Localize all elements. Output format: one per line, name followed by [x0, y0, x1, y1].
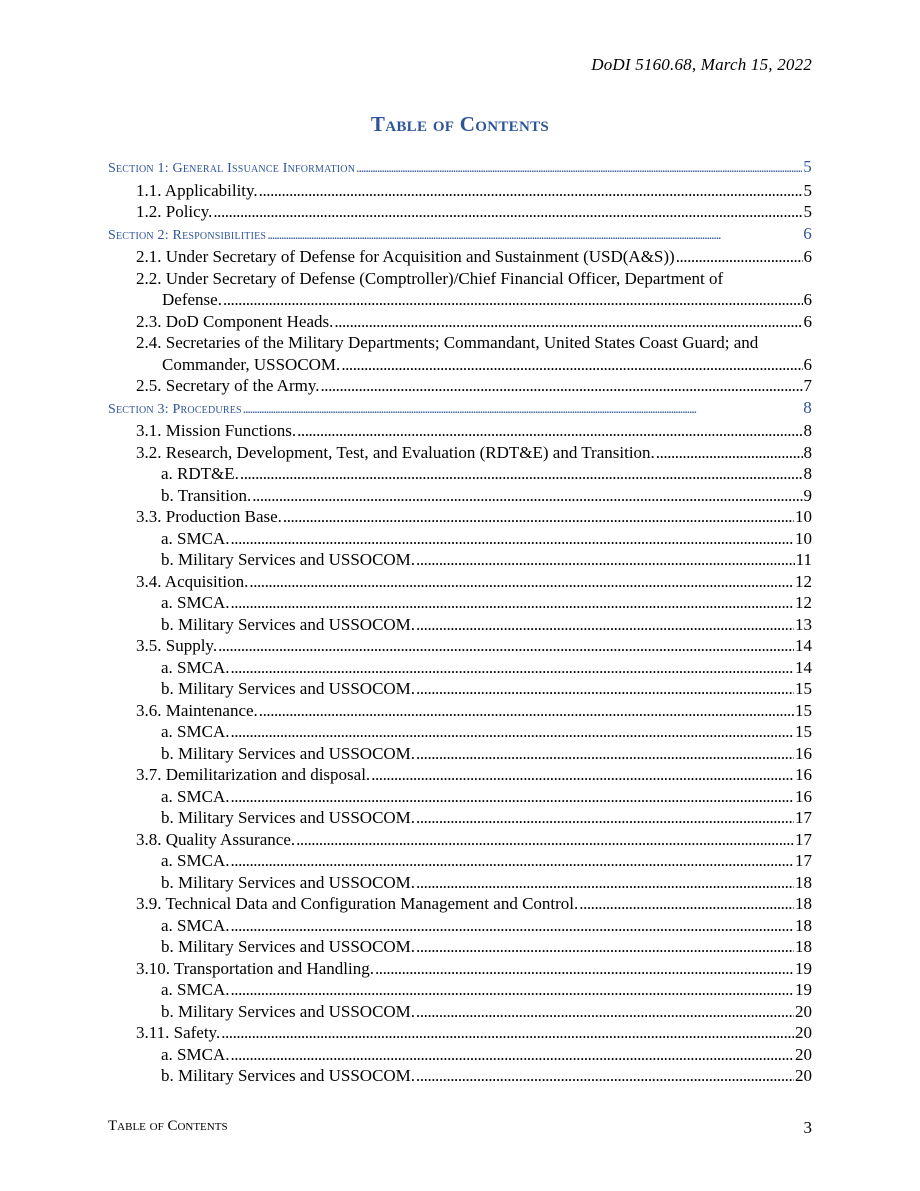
- dot-leader: [371, 764, 794, 786]
- page-title: Table of Contents: [370, 112, 550, 136]
- toc-entry-3-9-b[interactable]: [108, 936, 812, 958]
- toc-page: 18: [795, 894, 812, 913]
- toc-label: b. Military Services and USSOCOM.: [161, 614, 416, 634]
- dot-leader: [341, 354, 802, 376]
- toc-label: 2.5. Secretary of the Army.: [136, 376, 320, 395]
- toc-page: 19: [795, 980, 812, 999]
- toc-entry-3-8[interactable]: [108, 829, 812, 851]
- toc-label: b. Transition.: [161, 485, 252, 505]
- toc-page: 15: [795, 700, 812, 720]
- toc-entry-3-11[interactable]: [108, 1022, 812, 1044]
- toc-page: 14: [795, 636, 812, 655]
- toc-entry-3-11-a[interactable]: [108, 1044, 812, 1066]
- toc-entry-2-4[interactable]: [108, 332, 812, 375]
- toc-page: 16: [795, 765, 812, 784]
- toc-entry-2-1[interactable]: [108, 246, 812, 268]
- dot-leader: [356, 158, 802, 180]
- table-of-contents: [108, 156, 812, 1087]
- toc-label: 2.1. Under Secretary of Defense for Acquisition and Sustainment (USD(A&S)): [136, 247, 675, 266]
- toc-entry-3-10-a[interactable]: [108, 979, 812, 1001]
- toc-page: 16: [795, 786, 812, 806]
- toc-label: Section 1: General Issuance Information: [108, 161, 356, 176]
- toc-entry-3-4[interactable]: [108, 571, 812, 593]
- toc-page: 10: [795, 507, 812, 526]
- toc-label: 3.10. Transportation and Handling.: [136, 958, 374, 978]
- toc-entry-3-8-b[interactable]: [108, 872, 812, 894]
- toc-entry-3-5[interactable]: [108, 635, 812, 657]
- dot-leader: [416, 807, 794, 829]
- toc-page: 6: [803, 311, 812, 331]
- toc-page: 17: [795, 829, 812, 849]
- toc-label: 3.3. Production Base.: [136, 507, 282, 526]
- toc-section-3[interactable]: [108, 397, 812, 421]
- toc-page: 17: [795, 808, 812, 827]
- dot-leader: [416, 1001, 794, 1023]
- toc-entry-3-1[interactable]: [108, 420, 812, 442]
- toc-page: 20: [795, 1044, 812, 1064]
- toc-label: a. SMCA.: [161, 528, 230, 548]
- dot-leader: [230, 850, 794, 872]
- toc-section-1[interactable]: [108, 156, 812, 180]
- toc-label: a. SMCA.: [161, 786, 230, 806]
- toc-entry-3-6-a[interactable]: [108, 721, 812, 743]
- toc-entry-1-1[interactable]: [108, 180, 812, 202]
- toc-label: b. Military Services and USSOCOM.: [161, 550, 416, 569]
- toc-entry-3-2[interactable]: [108, 442, 812, 464]
- toc-page: 5: [803, 180, 812, 200]
- toc-page: 5: [803, 157, 812, 176]
- toc-entry-2-5[interactable]: [108, 375, 812, 397]
- toc-label: 1.1. Applicability.: [136, 180, 258, 200]
- toc-label-line1: 2.2. Under Secretary of Defense (Comptroller)/Chief Financial Officer, Department of: [136, 268, 724, 288]
- toc-label: 3.7. Demilitarization and disposal.: [136, 765, 371, 784]
- toc-label: 3.11. Safety.: [136, 1023, 221, 1042]
- toc-page: 8: [803, 421, 812, 440]
- toc-label: 3.9. Technical Data and Configuration Management and Control.: [136, 894, 579, 913]
- toc-entry-3-6-b[interactable]: [108, 743, 812, 765]
- toc-entry-3-5-a[interactable]: [108, 657, 812, 679]
- toc-label: Section 3: Procedures: [108, 401, 242, 417]
- dot-leader: [230, 979, 794, 1001]
- toc-label: a. SMCA.: [161, 593, 230, 612]
- toc-label: 3.4. Acquisition.: [136, 571, 249, 591]
- dot-leader: [334, 311, 802, 333]
- toc-page: 15: [795, 679, 812, 698]
- toc-page: 19: [795, 958, 812, 978]
- toc-page: 12: [795, 571, 812, 591]
- toc-label: b. Military Services and USSOCOM.: [161, 743, 416, 763]
- dot-leader: [320, 375, 802, 397]
- toc-page: 18: [795, 915, 812, 935]
- toc-label: a. SMCA.: [161, 722, 230, 741]
- toc-page: 12: [795, 593, 812, 612]
- toc-label: a. SMCA.: [161, 915, 230, 935]
- toc-label: a. RDT&E.: [161, 464, 239, 483]
- dot-leader: [213, 201, 802, 223]
- toc-entry-3-2-a[interactable]: [108, 463, 812, 485]
- toc-page: 20: [795, 1023, 812, 1042]
- toc-label: b. Military Services and USSOCOM.: [161, 872, 416, 892]
- dot-leader: [416, 743, 794, 765]
- dot-leader: [230, 915, 794, 937]
- dot-leader: [416, 549, 795, 571]
- toc-page: 6: [803, 290, 812, 309]
- dot-leader: [230, 657, 794, 679]
- dot-leader: [416, 1065, 794, 1087]
- dot-leader: [230, 592, 794, 614]
- toc-page: 18: [795, 937, 812, 956]
- page-footer: [108, 1118, 812, 1138]
- toc-entry-3-4-a[interactable]: [108, 592, 812, 614]
- toc-entry-3-3-b[interactable]: [108, 549, 812, 571]
- toc-label: b. Military Services and USSOCOM.: [161, 937, 416, 956]
- toc-entry-3-5-b[interactable]: [108, 678, 812, 700]
- toc-page: 8: [803, 464, 812, 483]
- toc-label: b. Military Services and USSOCOM.: [161, 1001, 416, 1021]
- toc-page: 9: [803, 485, 812, 505]
- dot-leader: [243, 399, 803, 421]
- toc-page: 14: [795, 657, 812, 677]
- toc-entry-3-8-a[interactable]: [108, 850, 812, 872]
- toc-label-line2: Commander, USSOCOM.: [162, 354, 341, 374]
- toc-label: a. SMCA.: [161, 657, 230, 677]
- toc-page: 7: [803, 376, 812, 395]
- toc-page: 8: [803, 397, 812, 417]
- toc-label: b. Military Services and USSOCOM.: [161, 808, 416, 827]
- dot-leader: [267, 225, 802, 247]
- toc-label: 1.2. Policy.: [136, 202, 213, 221]
- dot-leader: [240, 463, 803, 485]
- dot-leader: [297, 420, 802, 442]
- toc-page: 8: [803, 442, 812, 462]
- dot-leader: [230, 786, 794, 808]
- toc-page: 11: [795, 550, 812, 569]
- toc-page: 20: [795, 1066, 812, 1085]
- dot-leader: [259, 180, 803, 202]
- toc-entry-2-3[interactable]: [108, 311, 812, 333]
- toc-page: 5: [803, 202, 812, 221]
- dot-leader: [416, 872, 794, 894]
- dot-leader: [283, 506, 794, 528]
- dot-leader: [416, 936, 794, 958]
- toc-page: 10: [795, 528, 812, 548]
- dot-leader: [259, 700, 794, 722]
- toc-label: a. SMCA.: [161, 980, 230, 999]
- toc-label: a. SMCA.: [161, 1044, 230, 1064]
- dot-leader: [375, 958, 794, 980]
- toc-entry-3-3[interactable]: [108, 506, 812, 528]
- toc-label: 3.8. Quality Assurance.: [136, 829, 296, 849]
- toc-page: 6: [803, 247, 812, 266]
- toc-label: a. SMCA.: [161, 851, 230, 870]
- toc-page: 6: [803, 223, 812, 243]
- toc-entry-3-7-a[interactable]: [108, 786, 812, 808]
- toc-entry-1-2[interactable]: [108, 201, 812, 223]
- toc-page: 18: [795, 872, 812, 892]
- toc-label: 3.1. Mission Functions.: [136, 421, 297, 440]
- toc-entry-3-10-b[interactable]: [108, 1001, 812, 1023]
- toc-page: 13: [795, 614, 812, 634]
- dot-leader: [416, 678, 794, 700]
- toc-entry-3-6[interactable]: [108, 700, 812, 722]
- dot-leader: [656, 442, 803, 464]
- toc-entry-3-4-b[interactable]: [108, 614, 812, 636]
- toc-page: 20: [795, 1001, 812, 1021]
- toc-section-2[interactable]: [108, 223, 812, 247]
- running-header: DoDI 5160.68, March 15, 2022: [591, 55, 812, 74]
- dot-leader: [230, 1044, 794, 1066]
- toc-entry-2-2[interactable]: [108, 268, 812, 311]
- toc-entry-3-2-b[interactable]: [108, 485, 812, 507]
- toc-entry-3-3-a[interactable]: [108, 528, 812, 550]
- toc-entry-3-11-b[interactable]: [108, 1065, 812, 1087]
- toc-label-line2: Defense.: [162, 290, 222, 309]
- dot-leader: [676, 246, 803, 268]
- toc-entry-3-7-b[interactable]: [108, 807, 812, 829]
- dot-leader: [230, 721, 794, 743]
- dot-leader: [223, 289, 803, 311]
- toc-label: Section 2: Responsibilities: [108, 227, 267, 243]
- dot-leader: [218, 635, 794, 657]
- toc-page: 15: [795, 722, 812, 741]
- toc-page: 16: [795, 743, 812, 763]
- toc-entry-3-9-a[interactable]: [108, 915, 812, 937]
- toc-label: b. Military Services and USSOCOM.: [161, 679, 416, 698]
- toc-label: 3.2. Research, Development, Test, and Evaluation (RDT&E) and Transition.: [136, 442, 655, 462]
- dot-leader: [579, 893, 794, 915]
- footer-label: Table of Contents: [108, 1118, 228, 1134]
- toc-entry-3-7[interactable]: [108, 764, 812, 786]
- toc-entry-3-10[interactable]: [108, 958, 812, 980]
- toc-page: 17: [795, 851, 812, 870]
- dot-leader: [249, 571, 794, 593]
- dot-leader: [296, 829, 794, 851]
- toc-label: 3.6. Maintenance.: [136, 700, 258, 720]
- toc-page: 6: [803, 354, 812, 374]
- dot-leader: [221, 1022, 794, 1044]
- toc-label: 3.5. Supply.: [136, 636, 218, 655]
- toc-label: 2.3. DoD Component Heads.: [136, 311, 334, 331]
- toc-entry-3-9[interactable]: [108, 893, 812, 915]
- toc-label-line1: 2.4. Secretaries of the Military Departments; Commandant, United States Coast Guard; and: [136, 333, 759, 352]
- dot-leader: [416, 614, 794, 636]
- toc-label: b. Military Services and USSOCOM.: [161, 1066, 416, 1085]
- page-number: 3: [803, 1118, 812, 1137]
- dot-leader: [230, 528, 794, 550]
- dot-leader: [252, 485, 802, 507]
